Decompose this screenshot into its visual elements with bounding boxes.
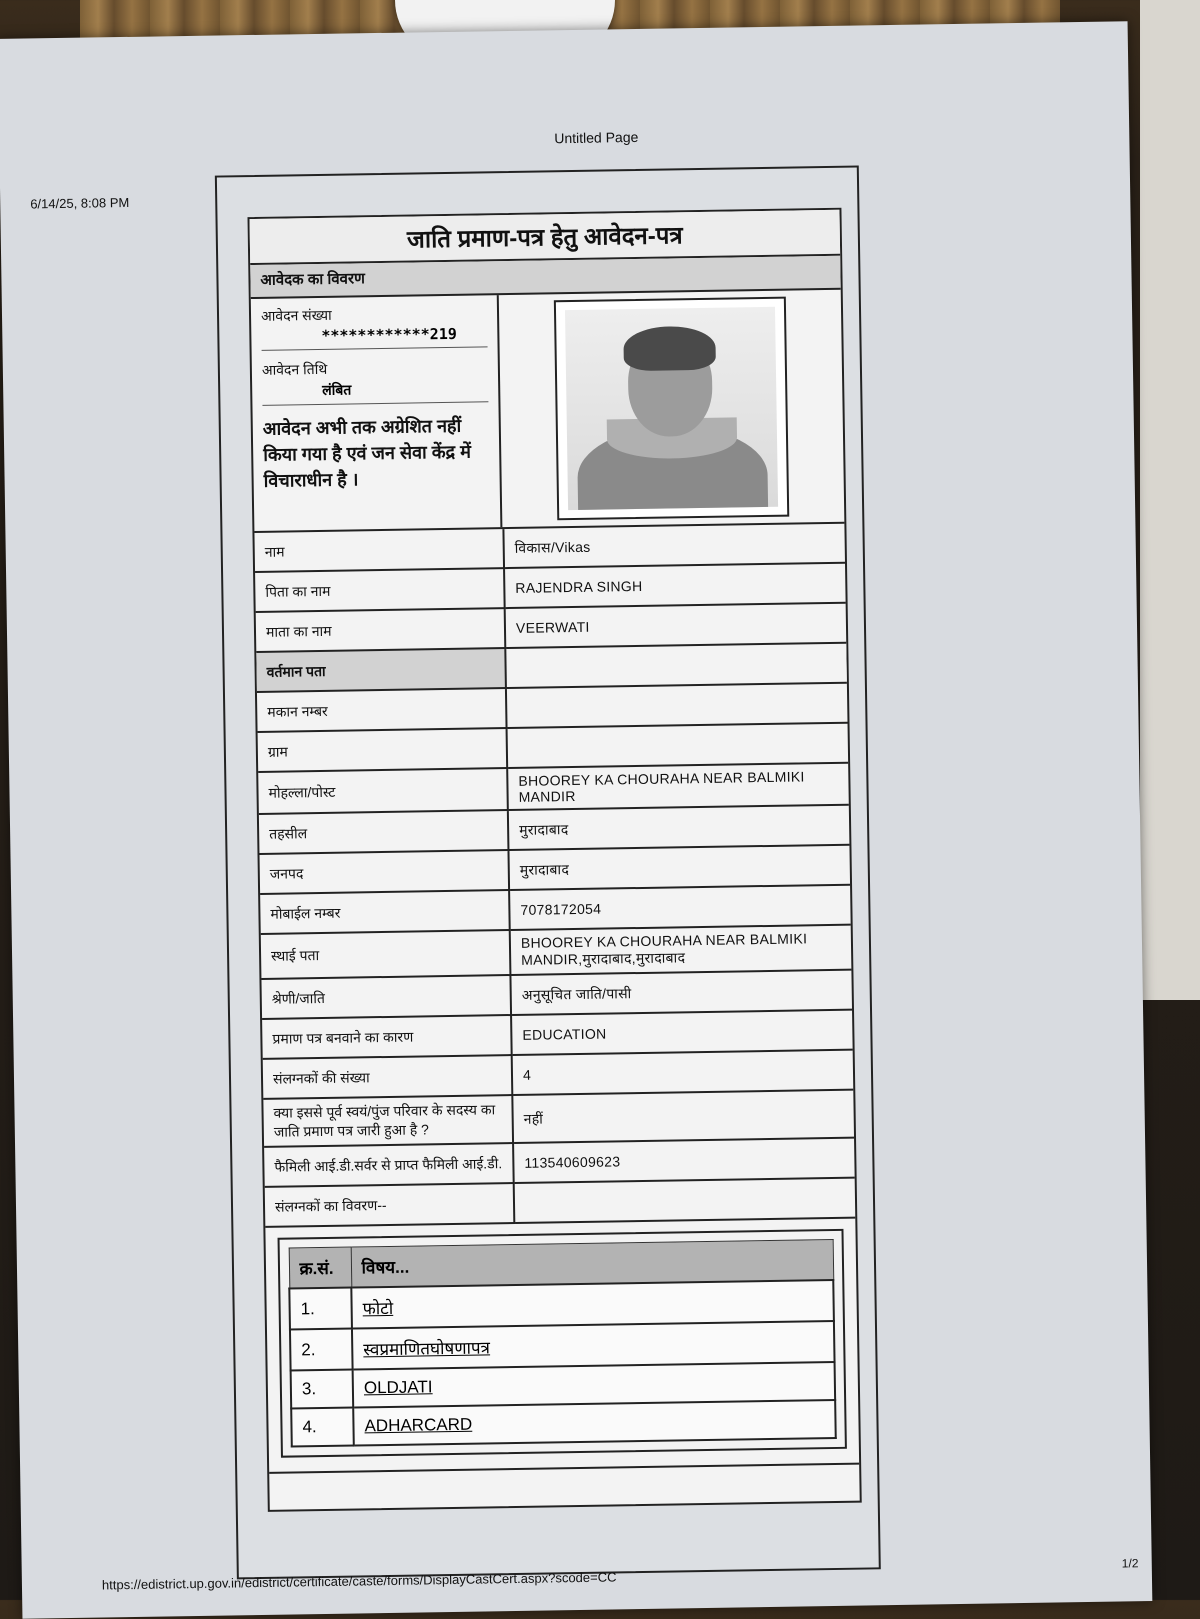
- field-label: मोहल्ला/पोस्ट: [258, 768, 508, 814]
- field-value: [514, 1178, 856, 1223]
- print-page-number: 1/2: [1121, 1556, 1139, 1571]
- field-value: नहीं: [512, 1090, 854, 1143]
- application-date-value: लंबित: [322, 381, 352, 398]
- field-value: विकास/Vikas: [503, 524, 845, 568]
- print-url: https://edistrict.up.gov.in/edistrict/certificate/caste/forms/DisplayCastCert.aspx?scode=CC: [101, 1569, 617, 1593]
- form-title: जाति प्रमाण-पत्र हेतु आवेदन-पत्र: [250, 210, 841, 265]
- field-value: BHOOREY KA CHOURAHA NEAR BALMIKI MANDIR,मुरादाबाद,मुरादाबाद: [510, 925, 852, 975]
- field-label: ग्राम: [258, 728, 508, 772]
- application-info: [251, 295, 503, 531]
- application-status-message: आवेदन अभी तक अग्रेशित नहीं किया गया है एवं जन सेवा केंद्र में विचाराधीन है ।: [262, 415, 472, 491]
- background-wall: [1140, 0, 1200, 1000]
- field-label: पिता का नाम: [255, 568, 505, 612]
- field-label: माता का नाम: [256, 608, 506, 652]
- printed-page: [0, 21, 1152, 1619]
- attachment-link[interactable]: फोटो: [351, 1280, 834, 1329]
- table-row: [291, 1400, 836, 1447]
- attachment-link[interactable]: OLDJATI: [353, 1362, 836, 1408]
- field-value: [505, 643, 847, 688]
- print-page-title: Untitled Page: [554, 128, 639, 147]
- section-applicant-details: आवेदक का विवरण: [250, 256, 840, 299]
- col-serial-no: क्र.सं.: [289, 1247, 352, 1288]
- attachments-table: [288, 1239, 837, 1448]
- field-value: VEERWATI: [505, 603, 847, 648]
- field-label: मकान नम्बर: [257, 688, 507, 732]
- applicant-summary: [251, 290, 845, 533]
- field-label: स्थाई पता: [261, 930, 511, 979]
- application-no-label: आवेदन संख्या: [260, 306, 332, 324]
- field-label: श्रेणी/जाति: [261, 975, 511, 1019]
- field-value: 4: [512, 1050, 854, 1095]
- applicant-photo-frame: [554, 297, 789, 521]
- field-label: नाम: [254, 529, 504, 572]
- field-value: मुरादाबाद: [508, 805, 850, 850]
- field-value: RAJENDRA SINGH: [504, 563, 846, 608]
- applicant-photo: [565, 307, 778, 510]
- form-outer-frame: [215, 165, 881, 1579]
- field-value: 113540609623: [513, 1138, 855, 1183]
- field-value: [507, 723, 849, 768]
- field-label: संलग्नकों की संख्या: [263, 1055, 513, 1099]
- field-value: BHOOREY KA CHOURAHA NEAR BALMIKI MANDIR: [507, 763, 849, 810]
- attachment-serial: 2.: [290, 1329, 353, 1371]
- caste-certificate-form: [247, 208, 861, 1512]
- field-label: क्या इससे पूर्व स्वयं/पुंज परिवार के सदस्य का जाति प्रमाण पत्र जारी हुआ है ?: [263, 1095, 513, 1147]
- field-value: [506, 683, 848, 728]
- field-label: तहसील: [259, 810, 509, 854]
- application-date-label: आवेदन तिथि: [261, 360, 328, 378]
- photo-cell: [499, 290, 845, 527]
- attachment-serial: 3.: [291, 1370, 354, 1409]
- field-value: 7078172054: [509, 885, 851, 930]
- application-no-value: ************219: [321, 324, 457, 345]
- print-timestamp: 6/14/25, 8:08 PM: [30, 194, 130, 212]
- field-label: प्रमाण पत्र बनवाने का कारण: [262, 1015, 512, 1059]
- attachment-serial: 1.: [289, 1288, 352, 1330]
- applicant-details-table: [254, 524, 855, 1228]
- field-label: मोबाईल नम्बर: [260, 890, 510, 934]
- field-value: अनुसूचित जाति/पासी: [510, 970, 852, 1015]
- attachment-link[interactable]: स्वप्रमाणितघोषणापत्र: [352, 1321, 835, 1370]
- attachment-serial: 4.: [291, 1408, 354, 1447]
- section-current-address: वर्तमान पता: [256, 648, 506, 692]
- attachments-box: [278, 1229, 847, 1458]
- field-value: मुरादाबाद: [508, 845, 850, 890]
- col-subject: विषय...: [351, 1240, 834, 1288]
- field-value: EDUCATION: [511, 1010, 853, 1055]
- attachments-section: [265, 1219, 859, 1474]
- attachment-link[interactable]: ADHARCARD: [353, 1400, 836, 1446]
- field-label: जनपद: [259, 850, 509, 894]
- field-label: संलग्नकों का विवरण--: [265, 1183, 515, 1227]
- field-label: फैमिली आई.डी.सर्वर से प्राप्त फैमिली आई.डी.: [264, 1143, 514, 1187]
